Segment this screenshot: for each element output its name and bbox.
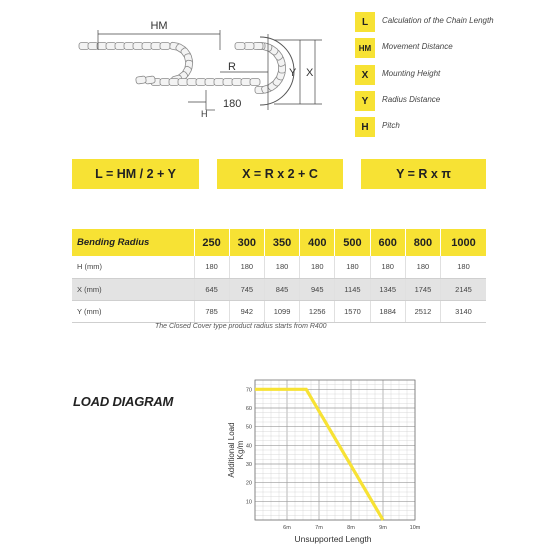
table-cell: 180 bbox=[300, 256, 335, 278]
formula-chain-length: L = HM / 2 + Y bbox=[72, 159, 199, 189]
x-tick-label: 9m bbox=[379, 525, 387, 531]
table-row bbox=[72, 300, 486, 322]
legend-description: Pitch bbox=[382, 121, 400, 130]
table-cell: 1570 bbox=[335, 300, 370, 322]
table-cell: 745 bbox=[229, 278, 264, 300]
legend-symbol: HM bbox=[355, 38, 375, 58]
legend-symbol: H bbox=[355, 117, 375, 137]
y-axis-label-line: Additional Load bbox=[227, 422, 236, 478]
h-label: H bbox=[201, 109, 208, 119]
bending-radius-table bbox=[72, 229, 486, 323]
table-header-cell: 500 bbox=[335, 229, 370, 256]
table-cell: 945 bbox=[300, 278, 335, 300]
hm-label: HM bbox=[150, 20, 168, 32]
table-cell: 1745 bbox=[405, 278, 440, 300]
legend-item-hm bbox=[355, 38, 545, 58]
legend-item-l bbox=[355, 12, 545, 32]
legend-description: Mounting Height bbox=[382, 69, 441, 78]
table-cell: 785 bbox=[194, 300, 229, 322]
table-row bbox=[72, 256, 486, 278]
table-cell: 942 bbox=[229, 300, 264, 322]
table-header-row bbox=[72, 229, 486, 256]
legend-item-h bbox=[355, 117, 545, 137]
table-header-cell: 300 bbox=[229, 229, 264, 256]
formula-mounting-height: X = R x 2 + C bbox=[217, 159, 343, 189]
table-cell: 1345 bbox=[370, 278, 405, 300]
table-cell: 3140 bbox=[441, 300, 486, 322]
table-cell: 645 bbox=[194, 278, 229, 300]
legend-item-y bbox=[355, 91, 545, 111]
y-tick-label: 40 bbox=[245, 443, 252, 450]
y-tick-label: 20 bbox=[245, 480, 252, 487]
table-header-cell: 350 bbox=[264, 229, 299, 256]
table-row bbox=[72, 278, 486, 300]
y-tick-label: 10 bbox=[245, 499, 252, 506]
table-cell: 2512 bbox=[405, 300, 440, 322]
table-header-cell: 250 bbox=[194, 229, 229, 256]
cable-chain-drawing bbox=[60, 10, 350, 125]
r-label: R bbox=[228, 61, 236, 73]
table-row-label: H (mm) bbox=[72, 256, 194, 278]
legend-symbol: L bbox=[355, 12, 375, 32]
table-cell: 180 bbox=[335, 256, 370, 278]
formula-radius-distance: Y = R x π bbox=[361, 159, 486, 189]
table-header-cell: 400 bbox=[300, 229, 335, 256]
y-axis-label-line: Kg/m bbox=[236, 440, 245, 460]
table-row-label: X (mm) bbox=[72, 278, 194, 300]
y-tick-label: 50 bbox=[245, 424, 252, 431]
table-cell: 2145 bbox=[441, 278, 486, 300]
table-cell: 845 bbox=[264, 278, 299, 300]
legend-item-x bbox=[355, 65, 545, 85]
load-diagram-chart bbox=[220, 372, 435, 547]
legend-description: Radius Distance bbox=[382, 95, 441, 104]
y-tick-label: 60 bbox=[245, 406, 252, 412]
y-tick-label: 30 bbox=[245, 462, 252, 468]
table-cell: 1099 bbox=[264, 300, 299, 322]
x-tick-label: 6m bbox=[283, 525, 291, 531]
legend-symbol: Y bbox=[355, 91, 375, 111]
table-cell: 1884 bbox=[370, 300, 405, 322]
x-tick-label: 8m bbox=[347, 525, 355, 531]
table-row-label: Y (mm) bbox=[72, 300, 194, 322]
legend-description: Calculation of the Chain Length bbox=[382, 16, 494, 25]
x-tick-label: 7m bbox=[315, 525, 323, 531]
x-label: X bbox=[306, 67, 314, 79]
y-tick-label: 70 bbox=[245, 387, 252, 394]
chain-diagram bbox=[79, 37, 294, 105]
legend-symbol: X bbox=[355, 65, 375, 85]
table-cell: 180 bbox=[229, 256, 264, 278]
table-header-cell: 800 bbox=[405, 229, 440, 256]
table-cell: 180 bbox=[405, 256, 440, 278]
table-cell: 1256 bbox=[300, 300, 335, 322]
load-diagram-title: LOAD DIAGRAM bbox=[73, 394, 174, 409]
table-cell: 180 bbox=[264, 256, 299, 278]
table-header-label: Bending Radius bbox=[72, 229, 194, 256]
table-cell: 180 bbox=[441, 256, 486, 278]
legend-description: Movement Distance bbox=[382, 42, 453, 51]
table-cell: 1145 bbox=[335, 278, 370, 300]
x-axis-label: Unsupported Length bbox=[294, 534, 372, 544]
y-axis-label bbox=[227, 422, 245, 477]
table-header-cell: 1000 bbox=[441, 229, 486, 256]
y-label: Y bbox=[289, 67, 297, 79]
table-footnote: The Closed Cover type product radius starts from R400 bbox=[155, 323, 327, 330]
table-header-cell: 600 bbox=[370, 229, 405, 256]
x-tick-label: 10m bbox=[409, 525, 421, 531]
table-cell: 180 bbox=[194, 256, 229, 278]
height-value-label: 180 bbox=[223, 98, 242, 110]
table-cell: 180 bbox=[370, 256, 405, 278]
chart-grid bbox=[255, 380, 415, 520]
